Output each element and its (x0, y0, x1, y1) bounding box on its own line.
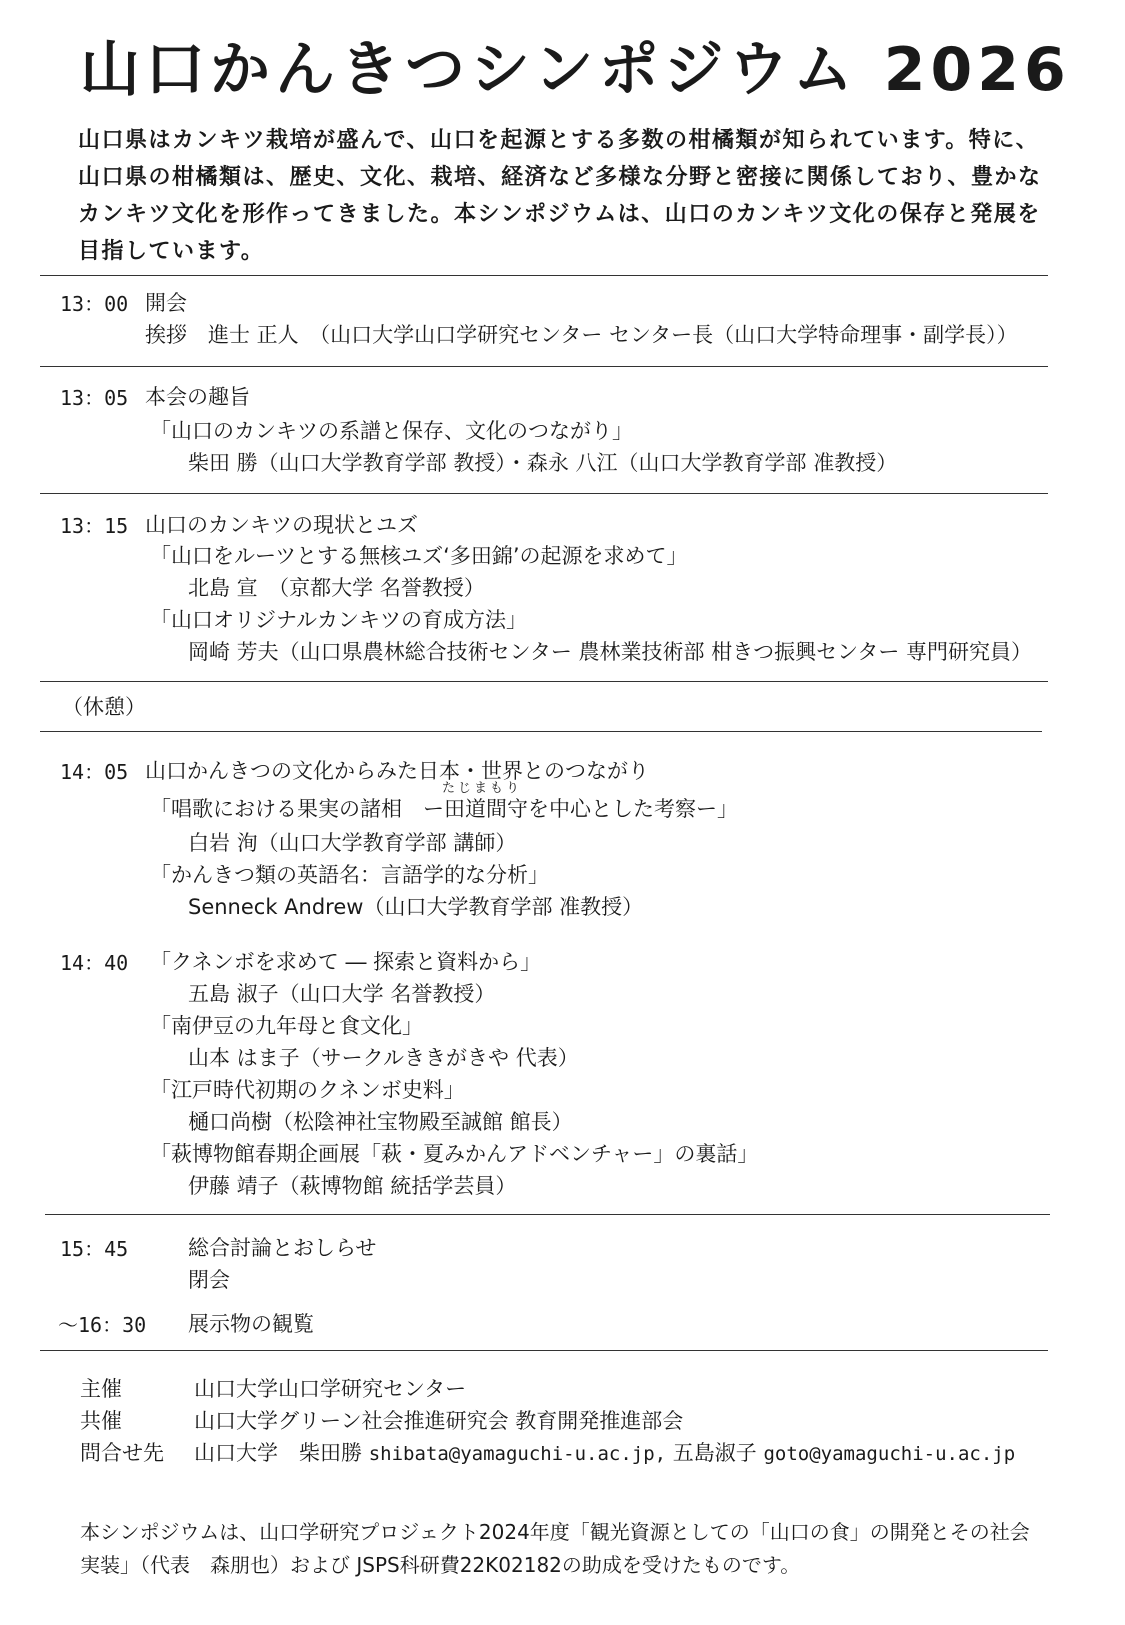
speaker: 柴田 勝（山口大学教育学部 教授）・森永 八江（山口大学教育学部 准教授） (188, 451, 898, 475)
intro-paragraph: 山口県はカンキツ栽培が盛んで、山口を起源とする多数の柑橘類が知られています。特に、山口県の柑橘類は、歴史、文化、栽培、経済など多様な分野と密接に関係しており、豊かなカンキツ文化を形作ってきました。本シンポジウムは、山口のカンキツ文化の保存と発展を目指しています。 (78, 128, 1042, 264)
divider (40, 275, 1048, 276)
organizer-label: 主催 (80, 1377, 122, 1401)
talk-title: 「クネンボを求めて ― 探索と資料から」 (150, 950, 542, 974)
session-time: 14：05 (60, 760, 129, 784)
session-time: 13：05 (60, 386, 129, 410)
contact-info (194, 1438, 1015, 1469)
contact-name-goto: 五島淑子 (672, 1441, 757, 1465)
speaker: 白岩 洵（山口大学教育学部 講師） (188, 831, 517, 855)
session-heading: 山口のカンキツの現状とユズ (145, 513, 418, 537)
talk-title: 「山口のカンキツの系譜と保存、文化のつながり」 (150, 419, 633, 443)
talk-title: 「萩博物館春期企画展「萩・夏みかんアドベンチャー」の裏話」 (150, 1142, 759, 1166)
session-heading: 開会 (145, 291, 187, 315)
speaker: 五島 淑子（山口大学 名誉教授） (188, 982, 496, 1006)
session-time: 13：15 (60, 514, 129, 538)
session-time: 15：45 (60, 1237, 129, 1261)
talk-title: 「唱歌における果実の諸相 ー田道間守を中心とした考察ー」 (150, 797, 738, 821)
talk-title: 「山口オリジナルカンキツの育成方法」 (150, 608, 527, 632)
greeting-line: 挨拶 進士 正人 （山口大学山口学研究センター センター長（山口大学特命理事・副学長）） (145, 323, 1018, 347)
organizer: 山口大学山口学研究センター (194, 1377, 467, 1401)
speaker: 樋口尚樹（松陰神社宝物殿至誠館 館長） (188, 1110, 573, 1134)
divider (40, 1350, 1048, 1351)
co-organizer: 山口大学グリーン社会推進研究会 教育開発推進部会 (194, 1409, 684, 1433)
divider (40, 681, 1048, 682)
talk-title: 「かんきつ類の英語名：言語学的な分析」 (150, 863, 549, 887)
session-heading: 山口かんきつの文化からみた日本・世界とのつながり (145, 759, 649, 783)
contact-email-goto[interactable]: goto@yamaguchi-u.ac.jp (763, 1443, 1016, 1465)
talk-title: 「南伊豆の九年母と食文化」 (150, 1014, 423, 1038)
divider (40, 366, 1048, 367)
speaker: 岡崎 芳夫（山口県農林総合技術センター 農林業技術部 柑きつ振興センター 専門研究員） (188, 640, 1033, 664)
divider (40, 731, 1042, 732)
funding-note: 本シンポジウムは、山口学研究プロジェクト2024年度「観光資源としての「山口の食」の開発とその社会実装」（代表 森朋也）および JSPS科研費22K02182の助成を受けたものです。 (80, 1520, 1030, 1577)
divider (45, 1214, 1050, 1215)
session-time: 13：00 (60, 292, 129, 316)
divider (40, 493, 1048, 494)
session-heading: 本会の趣旨 (145, 385, 250, 409)
closing-label: 閉会 (188, 1268, 230, 1292)
co-organizer-label: 共催 (80, 1409, 122, 1433)
contact-label: 問合せ先 (80, 1441, 164, 1465)
session-time: ～16：30 (58, 1313, 147, 1337)
speaker: 北島 宣 （京都大学 名誉教授） (188, 576, 485, 600)
break-label: （休憩） (62, 695, 146, 719)
talk-title: 「江戸時代初期のクネンボ史料」 (150, 1078, 465, 1102)
session-time: 14：40 (60, 951, 129, 975)
talk-title: 「山口をルーツとする無核ユズ‘多田錦’の起源を求めて」 (150, 544, 688, 568)
ruby-reading: たじまもり (442, 781, 523, 796)
speaker: Senneck Andrew（山口大学教育学部 准教授） (188, 895, 644, 919)
speaker: 山本 はま子（サークルききがきや 代表） (188, 1046, 579, 1070)
session-heading: 総合討論とおしらせ (188, 1236, 377, 1260)
contact-email-shibata[interactable]: shibata@yamaguchi-u.ac.jp, (368, 1443, 667, 1465)
session-heading: 展示物の観覧 (188, 1312, 314, 1336)
page-title: 山口かんきつシンポジウム 2026 (80, 35, 1071, 105)
contact-org: 山口大学 柴田勝 (194, 1441, 362, 1465)
speaker: 伊藤 靖子（萩博物館 統括学芸員） (188, 1174, 517, 1198)
